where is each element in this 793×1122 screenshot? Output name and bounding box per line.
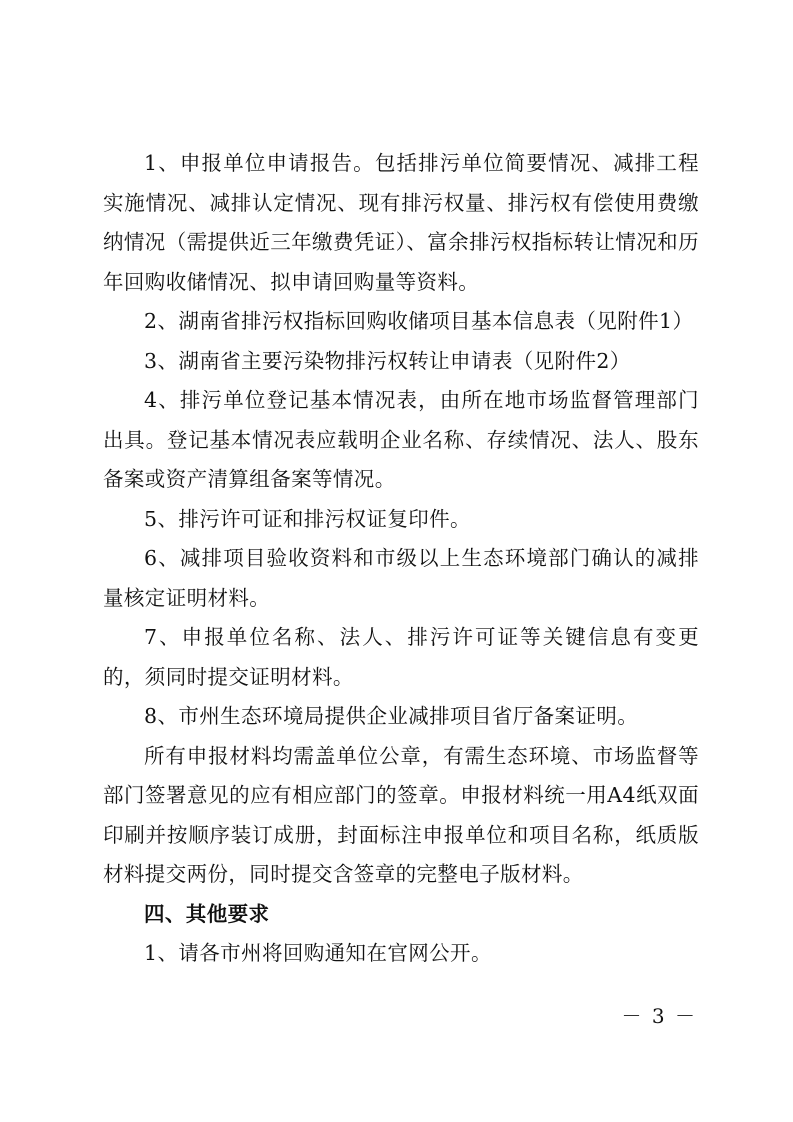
paragraph-change-proof: 7、申报单位名称、法人、排污许可证等关键信息有变更的，须同时提交证明材料。 <box>103 625 699 689</box>
paragraph-transfer-application: 3、湖南省主要污染物排污权转让申请表（见附件2） <box>144 348 631 373</box>
paragraph-publish-notice: 1、请各市州将回购通知在官网公开。 <box>144 941 492 965</box>
paragraph-application-report: 1、申报单位申请报告。包括排污单位简要情况、减排工程实施情况、减排认定情况、现有排污权量、排污权有偿使用费缴纳情况（需提供近三年缴费凭证）、富余排污权指标转让情况和历年回购收储情况、拟申请回购量等资料。 <box>103 151 699 294</box>
paragraph-acceptance-materials: 6、减排项目验收资料和市级以上生态环境部门确认的减排量核定证明材料。 <box>103 546 699 610</box>
page-number: － 3 － <box>621 1004 697 1028</box>
paragraph-basic-info-form: 2、湖南省排污权指标回购收储项目基本信息表（见附件1） <box>144 309 694 333</box>
paragraph-submission-requirements: 所有申报材料均需盖单位公章，有需生态环境、市场监督等部门签署意见的应有相应部门的签章。申报材料统一用A4纸双面印刷并按顺序装订成册，封面标注申报单位和项目名称，纸质版材料提交两份，同时提交含签章的完整电子版材料。 <box>103 743 699 886</box>
paragraph-registration-info: 4、排污单位登记基本情况表，由所在地市场监督管理部门出具。登记基本情况表应载明企业名称、存续情况、法人、股东备案或资产清算组备案等情况。 <box>103 388 699 491</box>
document-body <box>103 144 699 974</box>
section-heading-other-requirements: 四、其他要求 <box>144 901 270 926</box>
paragraph-filing-proof: 8、市州生态环境局提供企业减排项目省厅备案证明。 <box>144 704 639 728</box>
paragraph-permit-copies: 5、排污许可证和排污权证复印件。 <box>144 506 471 531</box>
